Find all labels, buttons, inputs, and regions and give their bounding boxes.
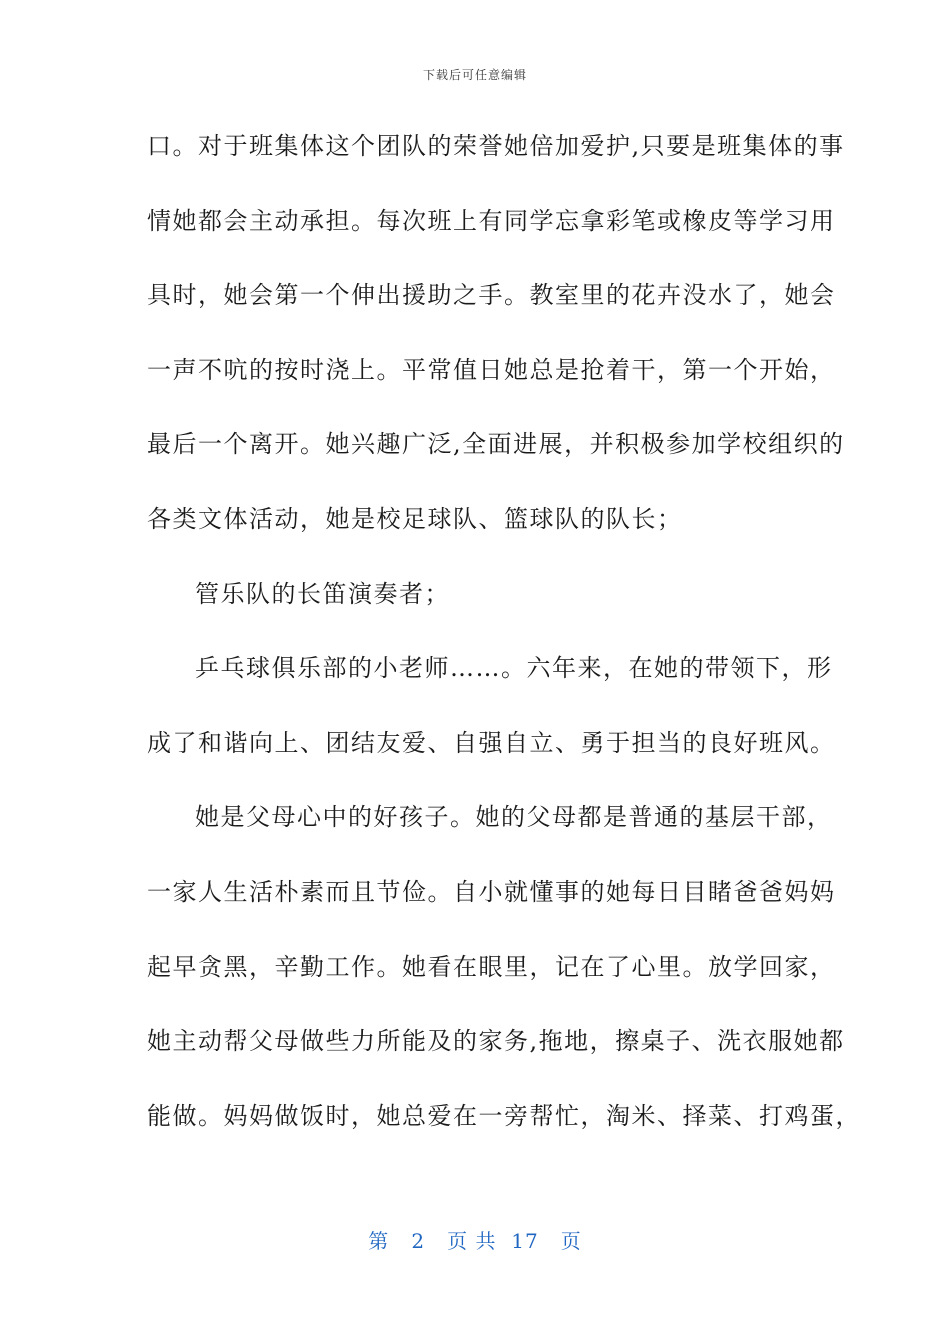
page-prefix: 第 [368,1229,390,1253]
text-line: 她主动帮父母做些力所能及的家务,拖地，擦桌子、洗衣服她都 [147,1027,845,1056]
text-line: 情她都会主动承担。每次班上有同学忘拿彩笔或橡皮等学习用 [147,206,836,235]
text-line: 具时，她会第一个伸出援助之手。教室里的花卉没水了，她会 [147,281,836,310]
current-page-number: 2 [411,1229,426,1253]
text-line: 能做。妈妈做饭时，她总爱在一旁帮忙，淘米、择菜、打鸡蛋， [147,1101,861,1130]
page-suffix: 页 [560,1229,582,1253]
text-line: 各类文体活动，她是校足球队、篮球队的队长； [147,504,683,533]
text-line: 一声不吭的按时浇上。平常值日她总是抢着干，第一个开始， [147,355,836,384]
text-line: 起早贪黑，辛勤工作。她看在眼里，记在了心里。放学回家， [147,952,836,981]
total-pages-number: 17 [511,1229,539,1253]
header-note: 下载后可任意编辑 [422,68,527,82]
text-line: 成了和谐向上、团结友爱、自强自立、勇于担当的良好班风。 [147,728,836,757]
paragraph-start: 乒乓球俱乐部的小老师……。六年来，在她的带领下，形 [195,654,833,683]
document-body [147,124,861,1168]
page-middle-text: 页 共 [447,1229,497,1253]
text-line: 最后一个离开。她兴趣广泛,全面进展，并积极参加学校组织的 [147,430,845,459]
paragraph-start: 她是父母心中的好孩子。她的父母都是普通的基层干部， [195,803,833,832]
page-footer [0,1225,950,1254]
text-line: 一家人生活朴素而且节俭。自小就懂事的她每日目睹爸爸妈妈 [147,877,836,906]
text-line: 口。对于班集体这个团队的荣誉她倍加爱护,只要是班集体的事 [147,132,845,160]
paragraph-start: 管乐队的长笛演奏者； [195,579,450,608]
